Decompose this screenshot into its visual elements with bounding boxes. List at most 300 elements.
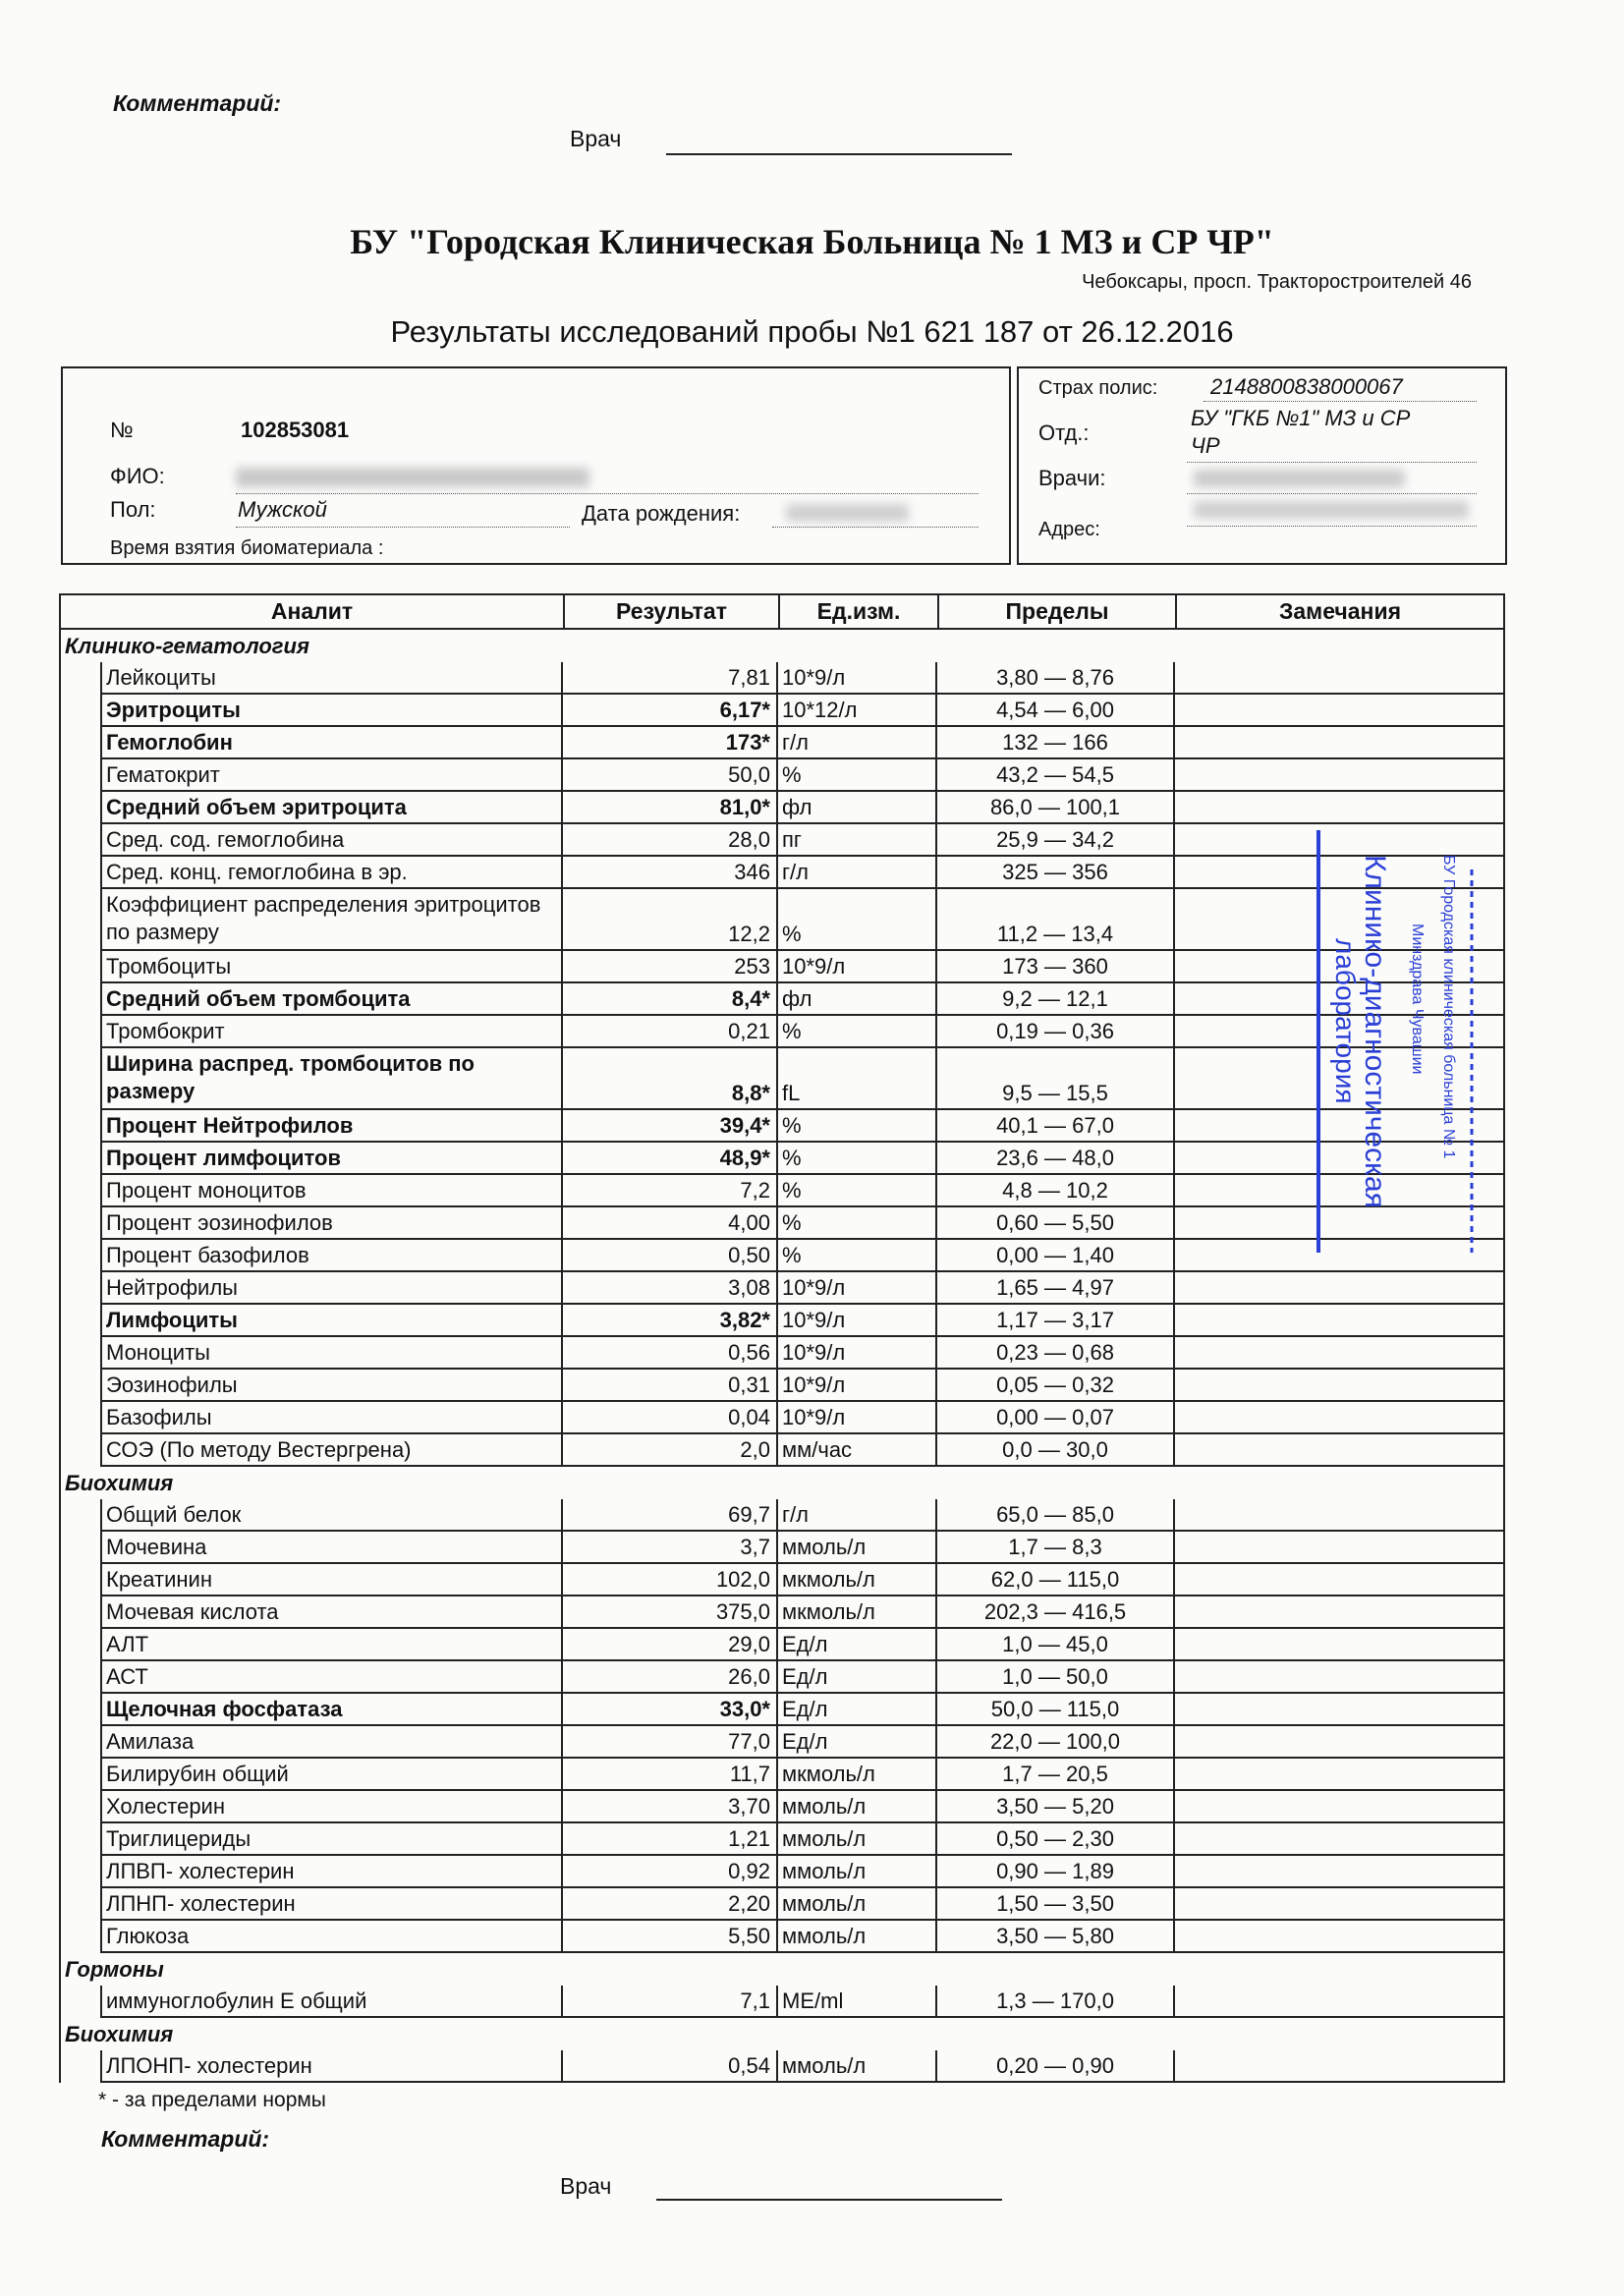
analyte-cell: АСТ [100,1661,563,1694]
range-cell: 202,3 — 416,5 [937,1596,1175,1629]
analyte-cell: иммуноглобулин Е общий [100,1986,563,2018]
range-cell: 62,0 — 115,0 [937,1564,1175,1596]
section-title: Биохимия [65,2022,174,2046]
hospital-address: Чебоксары, просп. Тракторостроителей 46 [1082,271,1472,293]
result-cell: 3,70 [563,1791,778,1823]
result-cell: 48,9* [563,1143,778,1175]
result-cell: 69,7 [563,1499,778,1532]
table-row [59,824,1505,857]
header-unit: Ед.изм. [780,595,939,628]
table-left-border [59,1402,61,1434]
unit-cell: % [778,1240,937,1272]
table-row [59,857,1505,889]
range-cell: 1,7 — 20,5 [937,1759,1175,1791]
result-cell: 6,17* [563,695,778,727]
unit-cell: Ед/л [778,1661,937,1694]
range-cell: 86,0 — 100,1 [937,792,1175,824]
range-cell: 4,8 — 10,2 [937,1175,1175,1207]
top-comment-label: Комментарий: [113,90,282,116]
remarks-cell [1175,1564,1505,1596]
table-row [59,1532,1505,1564]
result-cell: 3,08 [563,1272,778,1305]
results-title: Результаты исследований пробы №1 621 187 от 26.12.2016 [390,314,1234,349]
remarks-cell [1175,1402,1505,1434]
range-cell: 0,20 — 0,90 [937,2050,1175,2083]
analyte-cell: Билирубин общий [100,1759,563,1791]
table-row [59,1337,1505,1370]
result-cell: 0,50 [563,1240,778,1272]
hospital-name: БУ "Городская Клиническая Больница № 1 МЗ и СР ЧР" [350,222,1274,261]
remarks-cell [1175,792,1505,824]
table-left-border [59,1564,61,1596]
unit-cell: % [778,1143,937,1175]
dept-dotline [1187,462,1477,463]
result-cell: 0,21 [563,1016,778,1048]
unit-cell: мкмоль/л [778,1564,937,1596]
range-cell: 1,3 — 170,0 [937,1986,1175,2018]
analyte-cell: Тромбокрит [100,1016,563,1048]
unit-cell: г/л [778,857,937,889]
analyte-cell: Мочевина [100,1532,563,1564]
table-row [59,727,1505,759]
table-left-border [59,1661,61,1694]
range-cell: 3,80 — 8,76 [937,662,1175,695]
remarks-cell [1175,1856,1505,1888]
table-left-border [59,983,61,1016]
table-left-border [59,792,61,824]
section-header [59,630,1505,662]
analyte-cell: Коэффициент распределения эритроцитов по размеру [100,889,563,951]
analyte-cell: Средний объем тромбоцита [100,983,563,1016]
result-cell: 102,0 [563,1564,778,1596]
dept-value-line2: ЧР [1191,433,1220,458]
table-left-border [59,889,61,951]
range-cell: 173 — 360 [937,951,1175,983]
remarks-cell [1175,1629,1505,1661]
range-cell: 0,50 — 2,30 [937,1823,1175,1856]
table-row [59,1726,1505,1759]
range-cell: 0,00 — 0,07 [937,1402,1175,1434]
table-row [59,1661,1505,1694]
result-cell: 173* [563,727,778,759]
analyte-cell: Процент базофилов [100,1240,563,1272]
header-result: Результат [565,595,780,628]
analyte-cell: Эритроциты [100,695,563,727]
analyte-cell: Процент эозинофилов [100,1207,563,1240]
remarks-cell [1175,1305,1505,1337]
unit-cell: ммоль/л [778,1823,937,1856]
remarks-cell [1175,1596,1505,1629]
unit-cell: % [778,889,937,951]
result-cell: 28,0 [563,824,778,857]
table-left-border [59,2050,61,2083]
analyte-cell: Холестерин [100,1791,563,1823]
remarks-cell [1175,1791,1505,1823]
remarks-cell [1175,1532,1505,1564]
unit-cell: % [778,1175,937,1207]
range-cell: 132 — 166 [937,727,1175,759]
table-row [59,1434,1505,1467]
unit-cell: 10*12/л [778,695,937,727]
range-cell: 1,0 — 45,0 [937,1629,1175,1661]
range-cell: 0,0 — 30,0 [937,1434,1175,1467]
table-row [59,1143,1505,1175]
result-cell: 7,1 [563,1986,778,2018]
result-cell: 8,8* [563,1048,778,1110]
unit-cell: ммоль/л [778,1888,937,1921]
unit-cell: мкмоль/л [778,1596,937,1629]
unit-cell: % [778,1016,937,1048]
table-left-border [59,1856,61,1888]
table-left-border [59,1596,61,1629]
patient-fio-dotline [236,493,979,494]
patient-dob-redacted [786,504,909,522]
table-left-border [59,1305,61,1337]
table-left-border [59,1434,61,1467]
result-cell: 0,54 [563,2050,778,2083]
remarks-cell [1175,1921,1505,1953]
unit-cell: г/л [778,727,937,759]
range-cell: 65,0 — 85,0 [937,1499,1175,1532]
analyte-cell: Мочевая кислота [100,1596,563,1629]
table-left-border [59,695,61,727]
result-cell: 253 [563,951,778,983]
table-left-border [59,1499,61,1532]
header-range: Пределы [939,595,1177,628]
section-header [59,2018,1505,2050]
unit-cell: 10*9/л [778,662,937,695]
unit-cell: 10*9/л [778,1402,937,1434]
analyte-cell: Ширина распред. тромбоцитов по размеру [100,1048,563,1110]
bottom-doctor-signature-line [656,2199,1002,2201]
table-left-border [59,1143,61,1175]
analyte-cell: Амилаза [100,1726,563,1759]
table-row [59,759,1505,792]
patient-fio-redacted [236,468,589,487]
table-left-border [59,1016,61,1048]
range-cell: 1,0 — 50,0 [937,1661,1175,1694]
table-left-border [59,824,61,857]
section-title: Гормоны [65,1957,164,1982]
section-title: Клинико-гематология [65,634,309,658]
analyte-cell: Средний объем эритроцита [100,792,563,824]
table-left-border [59,1888,61,1921]
result-cell: 375,0 [563,1596,778,1629]
range-cell: 1,7 — 8,3 [937,1532,1175,1564]
table-row [59,1272,1505,1305]
unit-cell: Ед/л [778,1694,937,1726]
top-doctor-signature-line [666,153,1012,155]
table-row [59,1402,1505,1434]
table-row [59,1305,1505,1337]
analyte-cell: Процент моноцитов [100,1175,563,1207]
range-cell: 325 — 356 [937,857,1175,889]
result-cell: 50,0 [563,759,778,792]
table-row [59,1856,1505,1888]
result-cell: 7,2 [563,1175,778,1207]
analyte-cell: Триглицериды [100,1823,563,1856]
range-cell: 22,0 — 100,0 [937,1726,1175,1759]
address-redacted [1194,501,1469,519]
table-row [59,1048,1505,1110]
unit-cell: пг [778,824,937,857]
patient-number-label: № [110,418,134,442]
table-row [59,1240,1505,1272]
table-row [59,1823,1505,1856]
table-left-border [59,759,61,792]
dept-value-line1: БУ "ГКБ №1" МЗ и СР [1191,406,1411,430]
remarks-cell [1175,1370,1505,1402]
analyte-cell: ЛПОНП- холестерин [100,2050,563,2083]
table-header [59,593,1505,630]
table-row [59,792,1505,824]
range-cell: 1,50 — 3,50 [937,1888,1175,1921]
analyte-cell: ЛПВП- холестерин [100,1856,563,1888]
dept-label: Отд.: [1038,420,1090,445]
result-cell: 81,0* [563,792,778,824]
remarks-cell [1175,1272,1505,1305]
range-cell: 3,50 — 5,20 [937,1791,1175,1823]
range-cell: 1,65 — 4,97 [937,1272,1175,1305]
remarks-cell [1175,1726,1505,1759]
table-row [59,1596,1505,1629]
result-cell: 346 [563,857,778,889]
range-cell: 40,1 — 67,0 [937,1110,1175,1143]
header-analyte: Аналит [61,595,565,628]
result-cell: 39,4* [563,1110,778,1143]
result-cell: 77,0 [563,1726,778,1759]
range-cell: 3,50 — 5,80 [937,1921,1175,1953]
remarks-cell [1175,1986,1505,2018]
table-row [59,1207,1505,1240]
table-row [59,1564,1505,1596]
table-row [59,1629,1505,1661]
section-header [59,1953,1505,1986]
unit-cell: ммоль/л [778,1532,937,1564]
table-left-border [59,1759,61,1791]
range-cell: 43,2 — 54,5 [937,759,1175,792]
unit-cell: г/л [778,1499,937,1532]
range-cell: 0,60 — 5,50 [937,1207,1175,1240]
analyte-cell: Креатинин [100,1564,563,1596]
table-row [59,662,1505,695]
analyte-cell: Гематокрит [100,759,563,792]
range-cell: 0,90 — 1,89 [937,1856,1175,1888]
analyte-cell: АЛТ [100,1629,563,1661]
unit-cell: мкмоль/л [778,1759,937,1791]
result-cell: 3,82* [563,1305,778,1337]
bottom-comment-label: Комментарий: [101,2126,270,2152]
table-left-border [59,1370,61,1402]
table-left-border [59,1791,61,1823]
result-cell: 11,7 [563,1759,778,1791]
remarks-cell [1175,1499,1505,1532]
result-cell: 12,2 [563,889,778,951]
result-cell: 1,21 [563,1823,778,1856]
remarks-cell [1175,1661,1505,1694]
table-left-border [59,1272,61,1305]
analyte-cell: Глюкоза [100,1921,563,1953]
result-cell: 33,0* [563,1694,778,1726]
unit-cell: ммоль/л [778,1791,937,1823]
unit-cell: 10*9/л [778,1337,937,1370]
table-row [59,1175,1505,1207]
analyte-cell: Сред. конц. гемоглобина в эр. [100,857,563,889]
section-header [59,1467,1505,1499]
unit-cell: fL [778,1048,937,1110]
range-cell: 50,0 — 115,0 [937,1694,1175,1726]
patient-number-value: 102853081 [241,418,350,442]
stamp-line4: БУ Городская клиническая больница № 1 [1440,855,1457,1159]
table-row [59,2050,1505,2083]
result-cell: 4,00 [563,1207,778,1240]
range-cell: 1,17 — 3,17 [937,1305,1175,1337]
table-left-border [59,662,61,695]
range-cell: 0,05 — 0,32 [937,1370,1175,1402]
result-cell: 0,04 [563,1402,778,1434]
analyte-cell: Тромбоциты [100,951,563,983]
table-row [59,1370,1505,1402]
range-cell: 25,9 — 34,2 [937,824,1175,857]
doctors-dotline [1187,493,1477,494]
bottom-doctor-label: Врач [560,2173,612,2199]
remarks-cell [1175,695,1505,727]
table-left-border [59,727,61,759]
table-row [59,1499,1505,1532]
table-left-border [59,1048,61,1110]
table-row [59,1016,1505,1048]
analyte-cell: СОЭ (По методу Вестергрена) [100,1434,563,1467]
table-left-border [59,1694,61,1726]
range-cell: 0,23 — 0,68 [937,1337,1175,1370]
unit-cell: фл [778,792,937,824]
result-cell: 5,50 [563,1921,778,1953]
analyte-cell: Лейкоциты [100,662,563,695]
patient-sex-label: Пол: [110,497,156,522]
policy-value: 2148800838000067 [1210,374,1403,399]
result-cell: 2,20 [563,1888,778,1921]
analyte-cell: Сред. сод. гемоглобина [100,824,563,857]
table-left-border [59,1921,61,1953]
table-row [59,1921,1505,1953]
table-row [59,695,1505,727]
range-cell: 4,54 — 6,00 [937,695,1175,727]
result-cell: 7,81 [563,662,778,695]
unit-cell: % [778,1207,937,1240]
analyte-cell: Лимфоциты [100,1305,563,1337]
address-label: Адрес: [1038,519,1100,540]
patient-dob-label: Дата рождения: [582,501,741,526]
result-cell: 0,92 [563,1856,778,1888]
address-dotline [1187,526,1477,527]
policy-dotline [1204,401,1477,402]
table-left-border [59,1240,61,1272]
unit-cell: 10*9/л [778,1272,937,1305]
table-left-border [59,1629,61,1661]
analyte-cell: Гемоглобин [100,727,563,759]
analyte-cell: Общий белок [100,1499,563,1532]
table-row [59,1888,1505,1921]
doctors-redacted [1194,470,1405,487]
unit-cell: Ед/л [778,1726,937,1759]
unit-cell: ME/ml [778,1986,937,2018]
top-doctor-label: Врач [570,126,622,151]
result-cell: 0,56 [563,1337,778,1370]
section-title: Биохимия [65,1471,174,1495]
table-left-border [59,1175,61,1207]
remarks-cell [1175,2050,1505,2083]
remarks-cell [1175,1759,1505,1791]
patient-info-box [61,366,1011,565]
range-cell: 9,2 — 12,1 [937,983,1175,1016]
patient-dob-dotline [772,527,979,528]
table-row [59,1694,1505,1726]
stamp-line1: Клинико-диагностическая [1359,855,1391,1208]
unit-cell: % [778,1110,937,1143]
table-left-border [59,857,61,889]
analyte-cell: Эозинофилы [100,1370,563,1402]
remarks-cell [1175,662,1505,695]
result-cell: 8,4* [563,983,778,1016]
header-remarks: Замечания [1278,598,1402,624]
unit-cell: фл [778,983,937,1016]
range-cell: 23,6 — 48,0 [937,1143,1175,1175]
table-row [59,951,1505,983]
analyte-cell: Моноциты [100,1337,563,1370]
range-cell: 9,5 — 15,5 [937,1048,1175,1110]
table-left-border [59,951,61,983]
range-cell: 0,19 — 0,36 [937,1016,1175,1048]
table-row [59,1759,1505,1791]
unit-cell: ммоль/л [778,2050,937,2083]
analyte-cell: ЛПНП- холестерин [100,1888,563,1921]
unit-cell: Ед/л [778,1629,937,1661]
table-left-border [59,1532,61,1564]
unit-cell: ммоль/л [778,1856,937,1888]
unit-cell: ммоль/л [778,1921,937,1953]
analyte-cell: Базофилы [100,1402,563,1434]
table-row [59,1791,1505,1823]
remarks-cell [1175,1823,1505,1856]
table-row [59,889,1505,951]
analyte-cell: Процент Нейтрофилов [100,1110,563,1143]
remarks-cell [1175,1694,1505,1726]
result-cell: 2,0 [563,1434,778,1467]
table-left-border [59,1110,61,1143]
footnote: * - за пределами нормы [98,2089,326,2111]
result-cell: 26,0 [563,1661,778,1694]
range-cell: 11,2 — 13,4 [937,889,1175,951]
table-left-border [59,1986,61,2018]
unit-cell: 10*9/л [778,1305,937,1337]
table-row [59,1986,1505,2018]
remarks-cell [1175,1434,1505,1467]
unit-cell: 10*9/л [778,1370,937,1402]
table-row [59,1110,1505,1143]
policy-label: Страх полис: [1038,377,1158,399]
table-left-border [59,1726,61,1759]
lab-stamp [1307,830,1484,1253]
result-cell: 0,31 [563,1370,778,1402]
patient-fio-label: ФИО: [110,464,165,488]
analyte-cell: Щелочная фосфатаза [100,1694,563,1726]
remarks-cell [1175,727,1505,759]
result-cell: 3,7 [563,1532,778,1564]
patient-sex-dotline [236,527,570,528]
unit-cell: % [778,759,937,792]
analyte-cell: Нейтрофилы [100,1272,563,1305]
unit-cell: 10*9/л [778,951,937,983]
